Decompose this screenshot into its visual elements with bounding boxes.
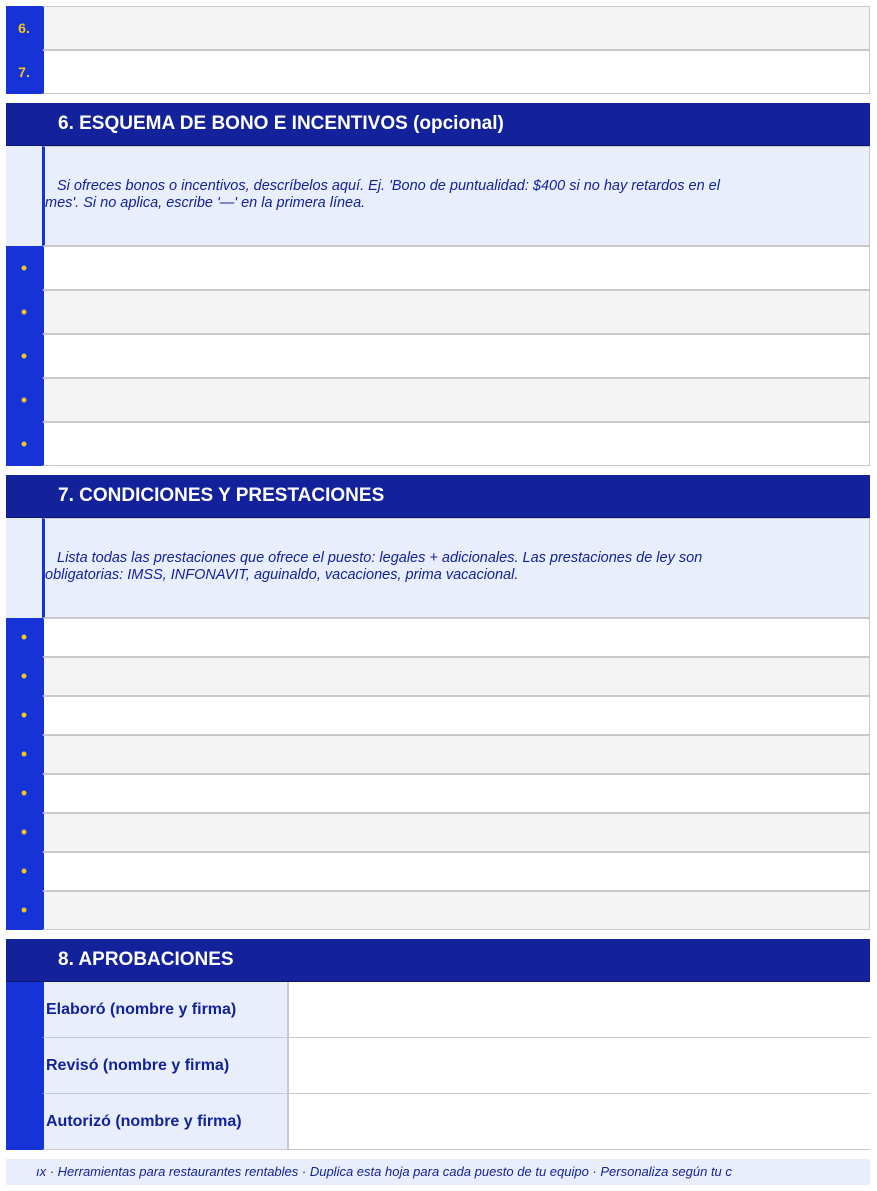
approval-row-authorized [6,1094,870,1150]
list-item [6,813,870,852]
list-item [6,378,870,422]
list-item [6,6,870,50]
entry-field[interactable] [42,813,870,852]
bullet-icon: • [6,696,42,735]
entry-field[interactable] [42,422,870,466]
instructions-note [6,146,870,246]
note-line: Lista todas las prestaciones que ofrece el puesto: legales + adicionales. Las prestaciones de ley son [57,550,703,566]
bullet-icon: • [6,290,42,334]
entry-field[interactable] [42,657,870,696]
list-item [6,290,870,334]
entry-field[interactable] [42,852,870,891]
signature-field[interactable] [289,1094,870,1150]
entry-field[interactable] [42,6,870,50]
approval-row-prepared [6,982,870,1038]
bullet-icon: • [6,657,42,696]
list-item [6,657,870,696]
bullet-icon: • [6,378,42,422]
note-line: obligatorias: IMSS, INFONAVIT, aguinaldo, vacaciones, prima vacacional. [45,567,519,583]
list-item [6,891,870,930]
entry-field[interactable] [42,891,870,930]
form-sheet [6,6,870,1150]
list-item [6,774,870,813]
entry-field[interactable] [42,696,870,735]
list-item [6,696,870,735]
entry-field[interactable] [42,618,870,657]
approval-row-reviewed [6,1038,870,1094]
note-text [42,518,870,618]
section-title-approvals: 8. APROBACIONES [6,939,870,982]
instructions-note [6,518,870,618]
section-title-benefits: 7. CONDICIONES Y PRESTACIONES [6,475,870,518]
row-number: 7. [6,50,42,94]
list-item [6,618,870,657]
signature-field[interactable] [289,982,870,1038]
list-item [6,334,870,378]
bullet-icon: • [6,334,42,378]
bullet-icon: • [6,813,42,852]
list-item [6,246,870,290]
approval-label: Revisó (nombre y firma) [42,1038,289,1094]
note-line: mes'. Si no aplica, escribe '—' en la primera línea. [45,195,366,211]
entry-field[interactable] [42,50,870,94]
bullet-icon: • [6,246,42,290]
bullet-icon: • [6,735,42,774]
entry-field[interactable] [42,246,870,290]
entry-field[interactable] [42,334,870,378]
bullet-icon: • [6,774,42,813]
list-item [6,852,870,891]
section-title-bonus: 6. ESQUEMA DE BONO E INCENTIVOS (opcional) [6,103,870,146]
bullet-icon: • [6,422,42,466]
entry-field[interactable] [42,378,870,422]
entry-field[interactable] [42,290,870,334]
approval-label: Autorizó (nombre y firma) [42,1094,289,1150]
footer-text: ıx · Herramientas para restaurantes rentables · Duplica esta hoja para cada puesto de tu equipo · Personaliza según tu c [36,1164,732,1179]
bullet-icon: • [6,852,42,891]
bullet-icon: • [6,891,42,930]
entry-field[interactable] [42,735,870,774]
entry-field[interactable] [42,774,870,813]
approval-label: Elaboró (nombre y firma) [42,982,289,1038]
note-line: Si ofreces bonos o incentivos, descríbelos aquí. Ej. 'Bono de puntualidad: $400 si no hay retardos en el [57,178,720,194]
list-item [6,50,870,94]
signature-field[interactable] [289,1038,870,1094]
bullet-icon: • [6,618,42,657]
row-number: 6. [6,6,42,50]
list-item [6,422,870,466]
list-item [6,735,870,774]
note-text [42,146,870,246]
page-footer [6,1159,870,1185]
